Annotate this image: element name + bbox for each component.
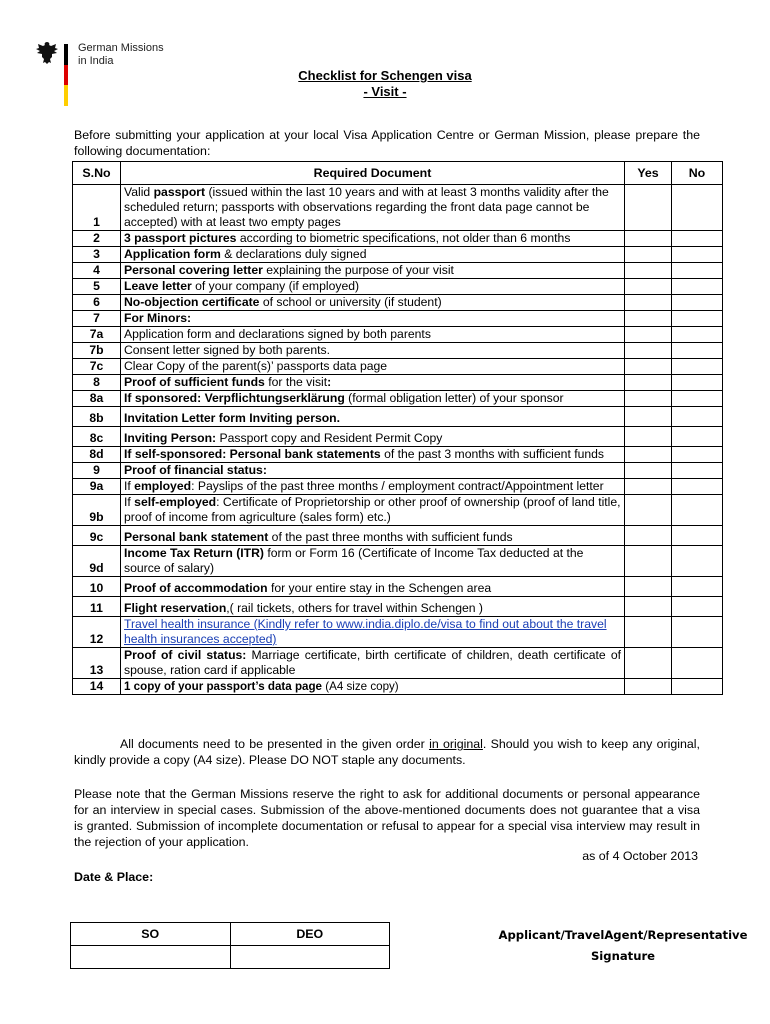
no-checkbox-cell[interactable]	[672, 679, 723, 695]
no-checkbox-cell[interactable]	[672, 391, 723, 407]
required-document-cell	[121, 391, 625, 407]
table-row	[73, 391, 723, 407]
table-row	[73, 577, 723, 597]
document-text: (formal obligation letter) of your sponsor	[344, 391, 564, 405]
document-text: of the past 3 months with sufficient funds	[380, 447, 605, 461]
table-row	[73, 327, 723, 343]
disclaimer-note: Please note that the German Missions reserve the right to ask for additional documents or personal appearance for an interview in special cases. Submission of the above-mentioned documents does not guarantee that a visa is granted. Submission of incomplete documentation or refusal to appear for a special visa interview may result in the rejection of your application.	[74, 787, 700, 849]
document-text: Clear Copy of the parent(s)’ passports data page	[124, 359, 388, 373]
row-number: 11	[73, 597, 121, 617]
required-document-cell	[121, 295, 625, 311]
row-number: 7c	[73, 359, 121, 375]
table-header-row	[73, 162, 723, 185]
document-text: : Payslips of the past three months / employment contract/Appointment letter	[191, 479, 604, 493]
document-text: Proof of accommodation	[124, 581, 268, 595]
yes-checkbox-cell[interactable]	[625, 546, 672, 577]
table-row	[73, 495, 723, 526]
table-row	[73, 679, 723, 695]
table-row	[73, 359, 723, 375]
no-checkbox-cell[interactable]	[672, 597, 723, 617]
required-document-cell	[121, 263, 625, 279]
row-number: 8b	[73, 407, 121, 427]
yes-checkbox-cell[interactable]	[625, 648, 672, 679]
table-row	[73, 447, 723, 463]
document-text: passport	[153, 185, 206, 199]
header-sno: S.No	[73, 162, 121, 185]
document-text: Proof of financial status:	[124, 463, 267, 477]
yes-checkbox-cell[interactable]	[625, 247, 672, 263]
order-note-after: . Should you wish to keep any original, kindly provide a copy (A4 size). Please DO NOT staple any documents.	[74, 737, 700, 767]
so-label: SO	[71, 923, 231, 946]
document-text: If sponsored: Verpflichtungserklärung	[124, 391, 345, 405]
table-row	[73, 185, 723, 231]
row-number: 3	[73, 247, 121, 263]
document-text: explaining the purpose of your visit	[262, 263, 454, 277]
row-number: 8c	[73, 427, 121, 447]
yes-checkbox-cell[interactable]	[625, 375, 672, 391]
document-text: of your company (if employed)	[191, 279, 360, 293]
org-line2: in India	[78, 55, 114, 67]
no-checkbox-cell[interactable]	[672, 546, 723, 577]
no-checkbox-cell[interactable]	[672, 479, 723, 495]
document-text: Proof of sufficient funds	[124, 375, 265, 389]
row-number: 8d	[73, 447, 121, 463]
yes-checkbox-cell[interactable]	[625, 407, 672, 427]
required-document-cell	[121, 327, 625, 343]
table-row	[73, 407, 723, 427]
required-document-cell	[121, 311, 625, 327]
table-row	[73, 546, 723, 577]
required-document-cell	[121, 375, 625, 391]
document-text: Marriage certificate, birth certificate of children, death certificate of spouse, ration card if applicable	[124, 648, 621, 677]
table-row	[73, 427, 723, 447]
document-text: If	[124, 479, 135, 493]
no-checkbox-cell[interactable]	[672, 343, 723, 359]
document-text: : Certificate of Proprietorship or other proof of ownership (proof of land title, proof of income from agriculture (sales form) etc.)	[124, 495, 621, 524]
yes-checkbox-cell[interactable]	[625, 391, 672, 407]
required-document-cell	[121, 447, 625, 463]
page-title: Checklist for Schengen visa	[298, 68, 472, 83]
row-number: 9	[73, 463, 121, 479]
table-row	[73, 263, 723, 279]
yes-checkbox-cell[interactable]	[625, 343, 672, 359]
table-row	[73, 648, 723, 679]
applicant-signature-line2: Signature	[590, 949, 656, 963]
no-checkbox-cell[interactable]	[672, 185, 723, 231]
required-document-cell	[121, 247, 625, 263]
document-text: of school or university (if student)	[259, 295, 442, 309]
document-text: for the visit	[264, 375, 328, 389]
applicant-signature-line1: Applicant/TravelAgent/Representative	[498, 928, 748, 942]
yes-checkbox-cell[interactable]	[625, 447, 672, 463]
yes-checkbox-cell[interactable]	[625, 359, 672, 375]
no-checkbox-cell[interactable]	[672, 463, 723, 479]
yes-checkbox-cell[interactable]	[625, 679, 672, 695]
row-number: 9c	[73, 526, 121, 546]
organization-name	[78, 42, 164, 68]
order-note-underlined: in original	[429, 737, 483, 751]
document-text: Leave letter	[124, 279, 192, 293]
row-number: 8	[73, 375, 121, 391]
row-number: 9a	[73, 479, 121, 495]
table-row	[73, 479, 723, 495]
no-checkbox-cell[interactable]	[672, 526, 723, 546]
applicant-signature-label	[498, 925, 748, 967]
no-checkbox-cell[interactable]	[672, 311, 723, 327]
yes-checkbox-cell[interactable]	[625, 463, 672, 479]
document-text: & declarations duly signed	[220, 247, 367, 261]
document-text: Flight reservation	[124, 601, 227, 615]
yes-checkbox-cell[interactable]	[625, 617, 672, 648]
required-document-cell	[121, 495, 625, 526]
yes-checkbox-cell[interactable]	[625, 495, 672, 526]
row-number: 10	[73, 577, 121, 597]
required-document-cell	[121, 526, 625, 546]
row-number: 7b	[73, 343, 121, 359]
document-text: No-objection certificate	[124, 295, 260, 309]
required-document-cell	[121, 577, 625, 597]
no-checkbox-cell[interactable]	[672, 231, 723, 247]
required-document-cell	[121, 279, 625, 295]
document-text: (A4 size copy)	[322, 680, 399, 693]
yes-checkbox-cell[interactable]	[625, 427, 672, 447]
row-number: 7	[73, 311, 121, 327]
office-signature-table	[70, 922, 390, 969]
no-checkbox-cell[interactable]	[672, 427, 723, 447]
yes-checkbox-cell[interactable]	[625, 295, 672, 311]
no-checkbox-cell[interactable]	[672, 648, 723, 679]
checklist-table	[72, 161, 723, 695]
required-document-cell	[121, 343, 625, 359]
table-row	[73, 231, 723, 247]
yes-checkbox-cell[interactable]	[625, 263, 672, 279]
yes-checkbox-cell[interactable]	[625, 327, 672, 343]
no-checkbox-cell[interactable]	[672, 263, 723, 279]
document-text: ,( rail tickets, others for travel within Schengen )	[226, 601, 483, 615]
no-checkbox-cell[interactable]	[672, 247, 723, 263]
row-number: 2	[73, 231, 121, 247]
required-document-cell	[121, 546, 625, 577]
no-checkbox-cell[interactable]	[672, 495, 723, 526]
no-checkbox-cell[interactable]	[672, 447, 723, 463]
flag-black	[64, 44, 68, 65]
deo-label: DEO	[230, 923, 390, 946]
page-subtitle: - Visit -	[363, 84, 407, 99]
document-text: Personal bank statement	[124, 530, 269, 544]
document-text: self-employed	[134, 495, 217, 509]
no-checkbox-cell[interactable]	[672, 359, 723, 375]
document-text: for your entire stay in the Schengen area	[267, 581, 492, 595]
document-text: If	[124, 495, 135, 509]
document-text: Invitation Letter form Inviting person.	[124, 411, 341, 425]
document-text: Passport copy and Resident Permit Copy	[219, 431, 443, 445]
yes-checkbox-cell[interactable]	[625, 279, 672, 295]
no-checkbox-cell[interactable]	[672, 279, 723, 295]
required-document-cell	[121, 359, 625, 375]
table-row	[73, 343, 723, 359]
as-of-date: as of 4 October 2013	[582, 849, 698, 863]
header-no: No	[672, 162, 723, 185]
required-document-cell	[121, 407, 625, 427]
yes-checkbox-cell[interactable]	[625, 577, 672, 597]
required-document-cell	[121, 679, 625, 695]
table-row	[73, 617, 723, 648]
document-text: Application form	[124, 247, 221, 261]
document-text: Valid	[124, 185, 154, 199]
document-text: employed	[134, 479, 192, 493]
row-number: 8a	[73, 391, 121, 407]
row-number: 9d	[73, 546, 121, 577]
required-document-cell	[121, 463, 625, 479]
table-row	[73, 247, 723, 263]
org-line1: German Missions	[78, 42, 164, 54]
no-checkbox-cell[interactable]	[672, 375, 723, 391]
yes-checkbox-cell[interactable]	[625, 526, 672, 546]
row-number: 12	[73, 617, 121, 648]
row-number: 14	[73, 679, 121, 695]
document-text: For Minors:	[124, 311, 192, 325]
so-signature-field[interactable]	[71, 946, 231, 969]
table-row	[73, 295, 723, 311]
document-text: Consent letter signed by both parents.	[124, 343, 330, 357]
required-document-cell	[121, 479, 625, 495]
document-text: according to biometric specifications, not older than 6 months	[236, 231, 571, 245]
deo-signature-field[interactable]	[230, 946, 390, 969]
row-number: 1	[73, 185, 121, 231]
travel-insurance-link[interactable]: Travel health insurance (Kindly refer to www.india.diplo.de/visa to find out about the travel health insurances accepted)	[124, 617, 607, 646]
row-number: 13	[73, 648, 121, 679]
table-row	[73, 279, 723, 295]
required-document-cell	[121, 185, 625, 231]
header-required-document: Required Document	[121, 162, 625, 185]
document-text: Proof of civil status:	[124, 648, 247, 662]
document-text: 1 copy of your passport’s data page	[124, 680, 322, 693]
required-document-cell	[121, 617, 625, 648]
required-document-cell	[121, 427, 625, 447]
required-document-cell	[121, 231, 625, 247]
yes-checkbox-cell[interactable]	[625, 231, 672, 247]
document-text: Income Tax Return (ITR)	[124, 546, 264, 560]
document-text: If self-sponsored: Personal bank statements	[124, 447, 381, 461]
yes-checkbox-cell[interactable]	[625, 185, 672, 231]
row-number: 4	[73, 263, 121, 279]
table-row	[73, 375, 723, 391]
table-row	[73, 526, 723, 546]
document-text: of the past three months with sufficient funds	[268, 530, 513, 544]
yes-checkbox-cell[interactable]	[625, 597, 672, 617]
date-place-label: Date & Place:	[74, 870, 154, 884]
document-text: Application form and declarations signed by both parents	[124, 327, 431, 341]
row-number: 6	[73, 295, 121, 311]
document-text: 3 passport pictures	[124, 231, 237, 245]
document-text: form or Form 16 (Certificate of Income Tax deducted at the source of salary)	[124, 546, 584, 575]
yes-checkbox-cell[interactable]	[625, 479, 672, 495]
row-number: 7a	[73, 327, 121, 343]
no-checkbox-cell[interactable]	[672, 295, 723, 311]
table-row	[73, 311, 723, 327]
no-checkbox-cell[interactable]	[672, 327, 723, 343]
no-checkbox-cell[interactable]	[672, 577, 723, 597]
no-checkbox-cell[interactable]	[672, 407, 723, 427]
order-note	[74, 736, 700, 768]
federal-eagle-icon	[34, 40, 60, 66]
table-row	[73, 597, 723, 617]
no-checkbox-cell[interactable]	[672, 617, 723, 648]
document-text: (issued within the last 10 years and with at least 3 months validity after the scheduled return; passports with observations regarding the front data page cannot be accepted) with at least two empty pages	[124, 185, 609, 229]
yes-checkbox-cell[interactable]	[625, 311, 672, 327]
order-note-before: All documents need to be presented in the given order	[120, 737, 430, 751]
document-text: :	[327, 375, 332, 389]
header-yes: Yes	[625, 162, 672, 185]
required-document-cell	[121, 597, 625, 617]
row-number: 9b	[73, 495, 121, 526]
document-text: Inviting Person:	[124, 431, 220, 445]
document-text: Personal covering letter	[124, 263, 263, 277]
row-number: 5	[73, 279, 121, 295]
table-row	[73, 463, 723, 479]
required-document-cell	[121, 648, 625, 679]
intro-text: Before submitting your application at your local Visa Application Centre or German Mission, please prepare the following documentation:	[74, 128, 700, 158]
